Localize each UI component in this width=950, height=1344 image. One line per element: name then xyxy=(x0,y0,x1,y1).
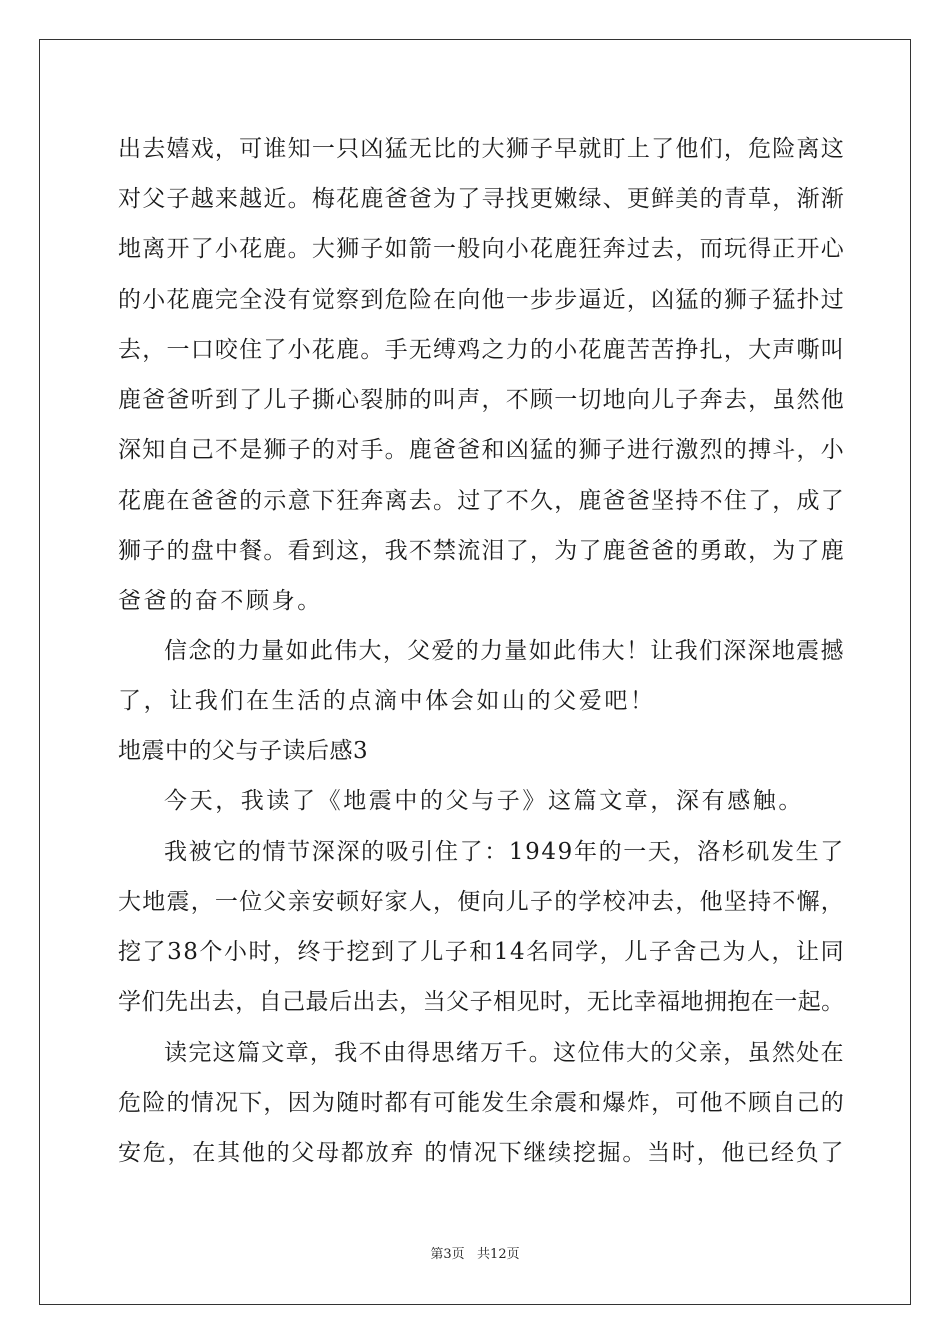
text-line: 鹿爸爸听到了儿子撕心裂肺的叫声，不顾一切地向儿子奔去，虽然他 xyxy=(118,387,845,413)
text-line: 花鹿在爸爸的示意下狂奔离去。过了不久，鹿爸爸坚持不住了，成了 xyxy=(118,488,845,514)
text-line: 爸爸的奋不顾身。 xyxy=(118,588,323,614)
text-line: 安危，在其他的父母都放弃 的情况下继续挖掘。当时，他已经负了 xyxy=(118,1140,846,1166)
text-line: 大地震，一位父亲安顿好家人，便向儿子的学校冲去，他坚持不懈， xyxy=(118,889,845,915)
page-footer: 第3页 共12页 xyxy=(430,1247,520,1262)
paragraph-first-line: 读完这篇文章，我不由得思绪万千。这位伟大的父亲，虽然处在 xyxy=(164,1040,845,1066)
section-heading: 地震中的父与子读后感3 xyxy=(118,738,369,764)
text-line: 挖了38个小时，终于挖到了儿子和14名同学，儿子舍己为人，让同 xyxy=(118,939,846,965)
text-line: 出去嬉戏，可谁知一只凶猛无比的大狮子早就盯上了他们，危险离这 xyxy=(118,136,845,162)
paragraph-first-line: 信念的力量如此伟大，父爱的力量如此伟大！让我们深深地震撼 xyxy=(164,638,845,664)
text-line: 深知自己不是狮子的对手。鹿爸爸和凶猛的狮子进行激烈的搏斗，小 xyxy=(118,437,845,463)
text-line: 危险的情况下，因为随时都有可能发生余震和爆炸，可他不顾自己的 xyxy=(118,1090,845,1116)
text-line: 对父子越来越近。梅花鹿爸爸为了寻找更嫩绿、更鲜美的青草，渐渐 xyxy=(118,186,845,212)
text-line: 地离开了小花鹿。大狮子如箭一般向小花鹿狂奔过去，而玩得正开心 xyxy=(118,236,845,262)
text-line: 的小花鹿完全没有觉察到危险在向他一步步逼近，凶猛的狮子猛扑过 xyxy=(118,287,845,313)
text-line: 去，一口咬住了小花鹿。手无缚鸡之力的小花鹿苦苦挣扎，大声嘶叫 xyxy=(118,337,845,363)
paragraph-first-line: 今天，我读了《地震中的父与子》这篇文章，深有感触。 xyxy=(164,788,804,814)
text-line: 了，让我们在生活的点滴中体会如山的父爱吧！ xyxy=(118,688,656,714)
paragraph-first-line: 我被它的情节深深的吸引住了：1949年的一天，洛杉矶发生了 xyxy=(164,839,845,865)
text-line: 学们先出去，自己最后出去，当父子相见时，无比幸福地拥抱在一起。 xyxy=(118,989,845,1015)
text-line: 狮子的盘中餐。看到这，我不禁流泪了，为了鹿爸爸的勇敢，为了鹿 xyxy=(118,538,845,564)
